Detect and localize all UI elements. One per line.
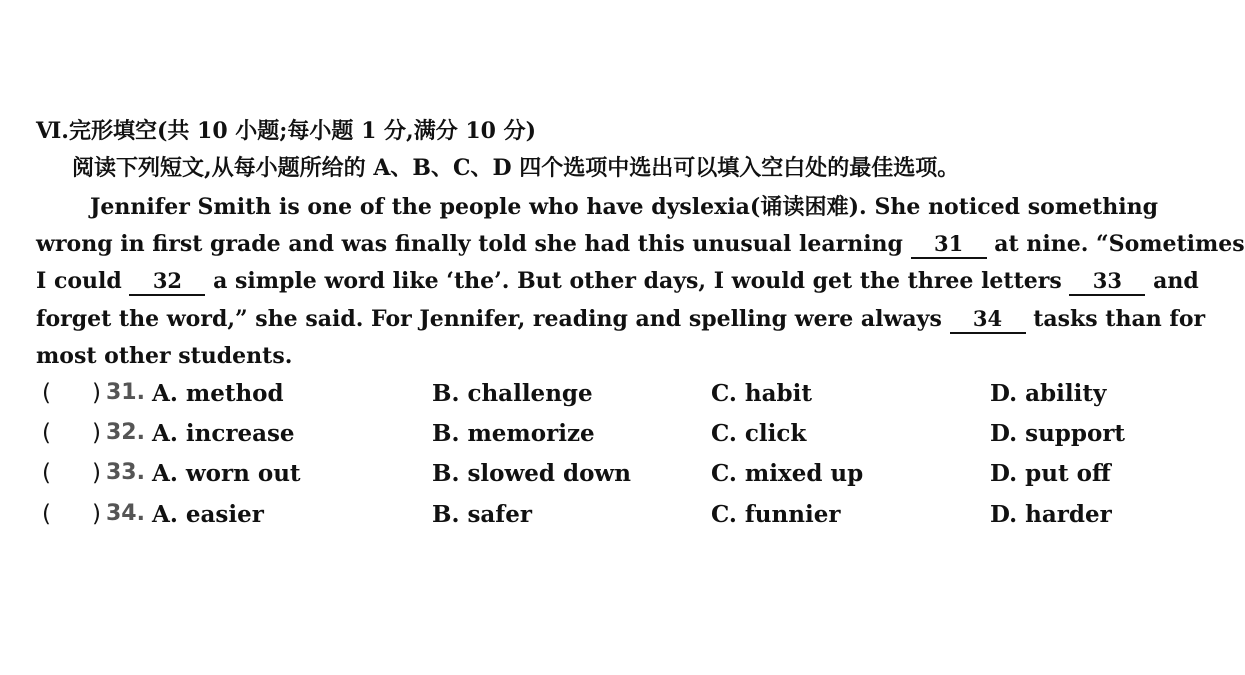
answer-paren-open: ( xyxy=(42,460,51,486)
passage-line-4 xyxy=(36,304,1206,334)
instruction-text: 阅读下列短文,从每小题所给的 A、B、C、D 四个选项中选出可以填入空白处的最佳选项。 xyxy=(72,155,960,181)
option-c[interactable]: C. mixed up xyxy=(711,460,864,487)
question-row-34 xyxy=(36,501,1176,531)
answer-paren-open: ( xyxy=(42,501,51,527)
passage-text: tasks than for xyxy=(1033,306,1206,332)
answer-paren-open: ( xyxy=(42,420,51,446)
question-number: 34. xyxy=(106,501,145,526)
blank-33[interactable]: 33 xyxy=(1069,268,1145,296)
option-b[interactable]: B. challenge xyxy=(432,380,593,407)
option-b[interactable]: B. memorize xyxy=(432,420,595,447)
passage-text: a simple word like ‘the’. But other days, I would get the three letters xyxy=(213,268,1062,294)
option-a[interactable]: A. worn out xyxy=(152,460,301,487)
answer-paren-close: ) xyxy=(92,420,101,446)
option-b[interactable]: B. slowed down xyxy=(432,460,631,487)
option-c[interactable]: C. habit xyxy=(711,380,812,407)
answer-paren-open: ( xyxy=(42,380,51,406)
question-number: 33. xyxy=(106,460,145,485)
blank-32[interactable]: 32 xyxy=(129,268,205,296)
option-c[interactable]: C. funnier xyxy=(711,501,841,528)
passage-text: at nine. “Sometimes xyxy=(994,231,1245,257)
answer-paren-close: ) xyxy=(92,380,101,406)
passage-text: wrong in first grade and was finally told she had this unusual learning xyxy=(36,231,903,257)
answer-paren-close: ) xyxy=(92,501,101,527)
option-d[interactable]: D. support xyxy=(990,420,1126,447)
passage-line-1: Jennifer Smith is one of the people who have dyslexia(诵读困难). She noticed something xyxy=(90,194,1158,220)
question-row-33 xyxy=(36,460,1176,490)
blank-34[interactable]: 34 xyxy=(950,306,1026,334)
question-row-32 xyxy=(36,420,1176,450)
option-b[interactable]: B. safer xyxy=(432,501,532,528)
option-c[interactable]: C. click xyxy=(711,420,807,447)
passage-text: I could xyxy=(36,268,122,294)
passage-text: forget the word,” she said. For Jennifer, reading and spelling were always xyxy=(36,306,942,332)
passage-text: and xyxy=(1153,268,1199,294)
option-d[interactable]: D. harder xyxy=(990,501,1112,528)
answer-paren-close: ) xyxy=(92,460,101,486)
passage-line-2 xyxy=(36,229,1245,259)
question-number: 32. xyxy=(106,420,145,445)
option-d[interactable]: D. ability xyxy=(990,380,1107,407)
option-a[interactable]: A. easier xyxy=(152,501,264,528)
option-a[interactable]: A. increase xyxy=(152,420,295,447)
option-d[interactable]: D. put off xyxy=(990,460,1111,487)
question-number: 31. xyxy=(106,380,145,405)
question-row-31 xyxy=(36,380,1176,410)
blank-31[interactable]: 31 xyxy=(911,231,987,259)
section-title: Ⅵ.完形填空(共 10 小题;每小题 1 分,满分 10 分) xyxy=(36,118,537,144)
option-a[interactable]: A. method xyxy=(152,380,284,407)
passage-line-5: most other students. xyxy=(36,343,293,369)
passage-line-3 xyxy=(36,266,1199,296)
